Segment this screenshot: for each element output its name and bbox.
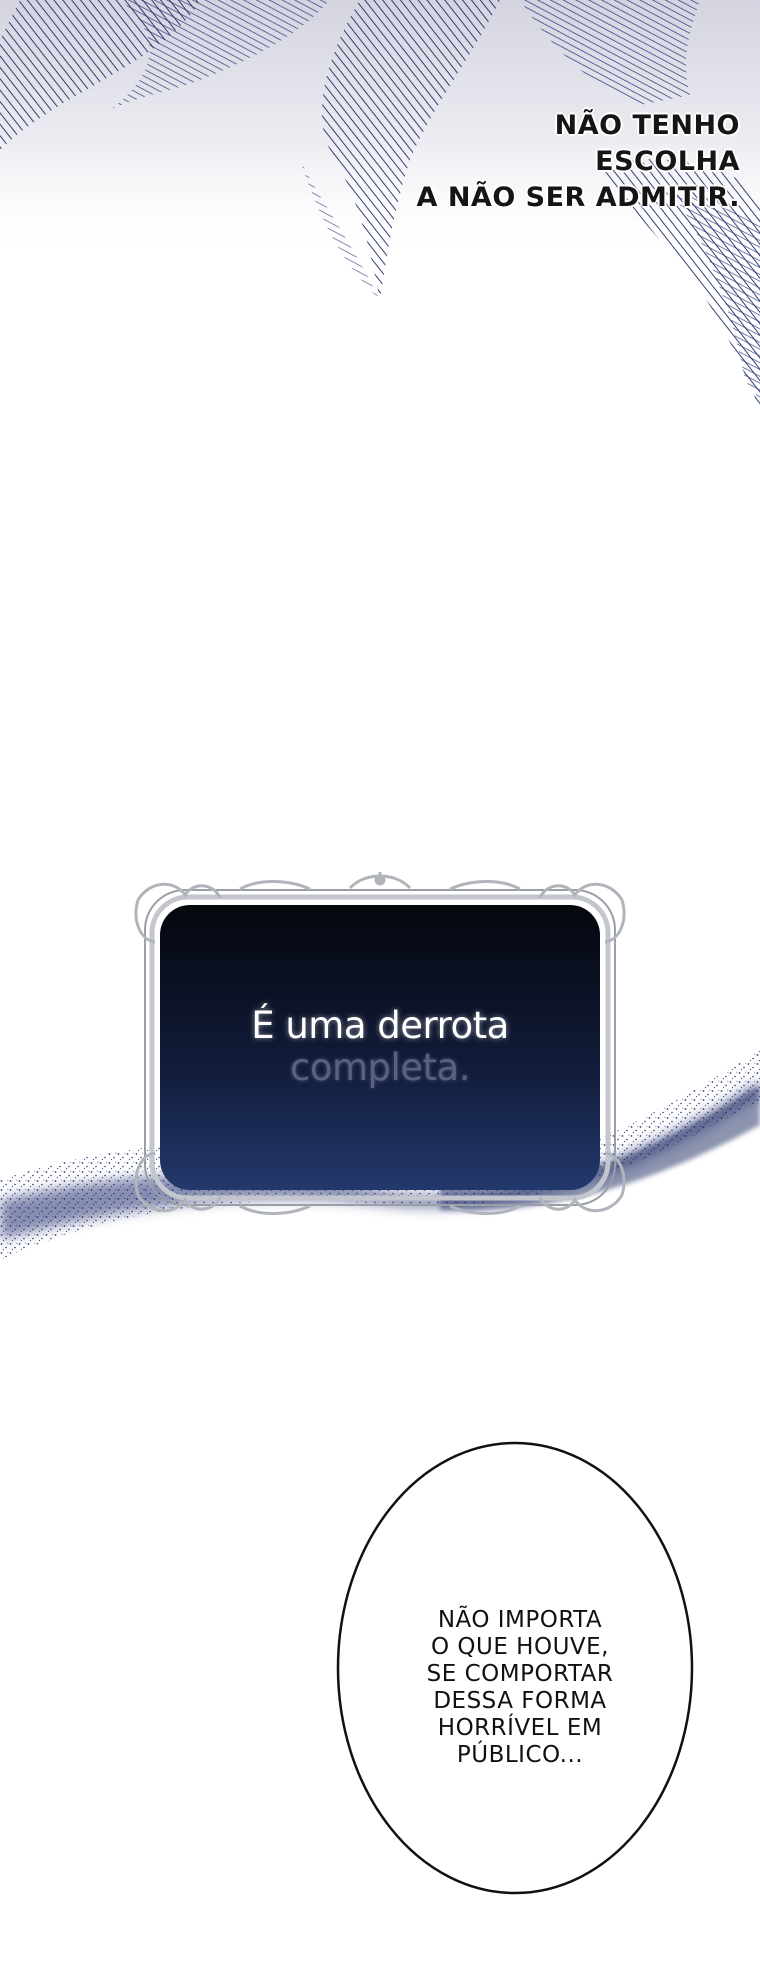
- speech-line: NÃO IMPORTA: [437, 1607, 603, 1633]
- narration-line: completa.: [290, 1046, 470, 1089]
- speech-line: HORRÍVEL EM: [437, 1715, 603, 1741]
- top-caption-line: A NÃO SER ADMITIR.: [416, 182, 740, 213]
- speech-line: DESSA FORMA: [433, 1688, 607, 1714]
- top-caption-line: NÃO TENHO ESCOLHA: [554, 110, 740, 177]
- narration-line: É uma derrota: [251, 1004, 509, 1047]
- top-caption: [400, 108, 740, 216]
- speech-bubble-text: [385, 1607, 655, 1769]
- narration-text: [160, 1005, 600, 1089]
- speech-line: SE COMPORTAR: [426, 1661, 614, 1687]
- speech-line: O QUE HOUVE,: [430, 1634, 609, 1660]
- speech-line: PÚBLICO...: [456, 1742, 584, 1768]
